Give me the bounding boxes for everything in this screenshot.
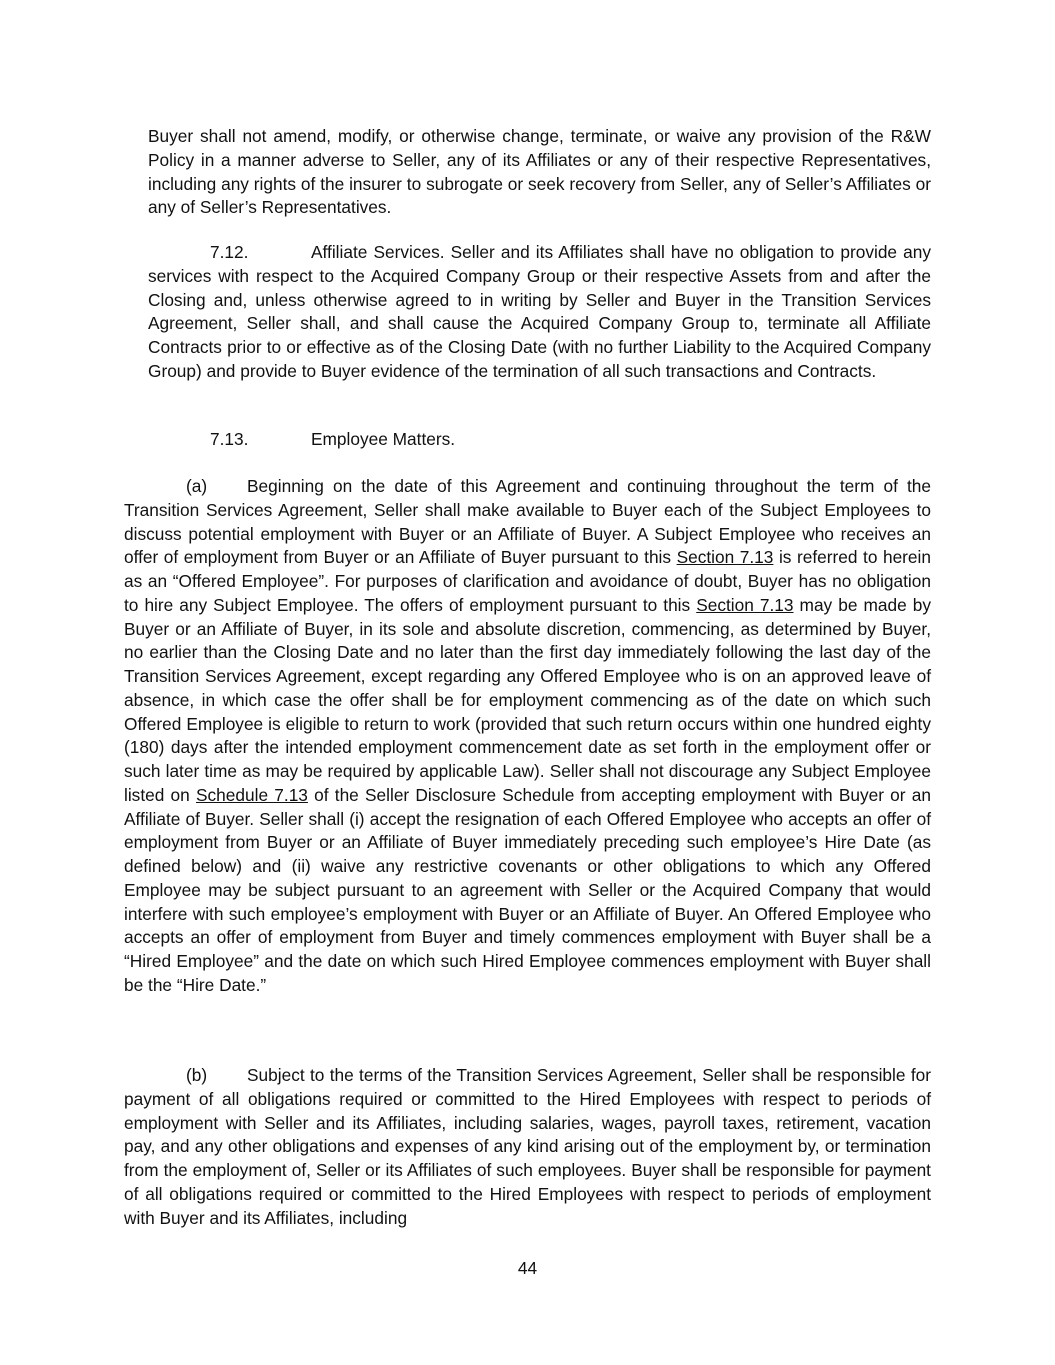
- section-reference: Section 7.13: [696, 594, 794, 615]
- paragraph-label: (a): [186, 476, 208, 496]
- paragraph-rw-policy: [148, 125, 931, 220]
- section-heading: Affiliate Services.: [311, 242, 445, 262]
- paragraph-text: Beginning on the date of this Agreement and continuing throughout the term of the Transition Services Agreement, Seller shall make available to Buyer each of the Subject Employees to discuss potential employment with Buyer or an Affiliate of Buyer. A Subject Employee who receives an offer of employment from Buyer or an Affiliate of Buyer pursuant to this: [124, 476, 931, 568]
- paragraph-text: of the Seller Disclosure Schedule from accepting employment with Buyer or an Affiliate of Buyer. Seller shall (i) accept the resignation of each Offered Employee who accepts an offer of employment from Buyer or an Affiliate of Buyer immediately preceding such employee’s Hire Date (as defined below) and (ii) waive any restrictive covenants or other obligations to which any Offered Employee may be subject pursuant to an agreement with Seller or the Acquired Company that would interfere with such employee’s employment with Buyer or an Affiliate of Buyer. An Offered Employee who accepts an offer of employment from Buyer and timely commences employment with Buyer shall be a “Hired Employee” and the date on which such Hired Employee commences employment with Buyer shall be the “Hire Date.”: [124, 784, 931, 995]
- paragraph-a: [124, 475, 931, 998]
- paragraph-b: [124, 1064, 931, 1230]
- paragraph-text: is referred to herein as an “Offered Employee”. For purposes of clarification and avoidance of doubt, Buyer has no obligation to hire any Subject Employee. The offers of employment pursuant to this: [124, 547, 931, 615]
- section-reference: Section 7.13: [676, 547, 774, 568]
- paragraph-text: Subject to the terms of the Transition Services Agreement, Seller shall be responsible for payment of all obligations required or committed to the Hired Employees with respect to periods of employment with Seller and its Affiliates, including salaries, wages, payroll taxes, retirement, vacation pay, and any other obligations and expenses of any kind arising out of the employment by, or termination from the employment of, Seller or its Affiliates of such employees. Buyer shall be responsible for payment of all obligations required or committed to the Hired Employees with respect to periods of employment with Buyer and its Affiliates, including: [124, 1065, 931, 1228]
- page-number: 44: [517, 1258, 538, 1278]
- section-heading: Employee Matters.: [311, 429, 456, 449]
- section-7-13: [148, 428, 931, 452]
- section-text: Seller and its Affiliates shall have no obligation to provide any services with respect to the Acquired Company Group or their respective Assets from and after the Closing and, unless otherwise agreed to in writing by Seller and Buyer in the Transition Services Agreement, Seller shall, and shall cause the Acquired Company Group to, terminate all Affiliate Contracts prior to or effective as of the Closing Date (with no further Liability to the Acquired Company Group) and provide to Buyer evidence of the termination of all such transactions and Contracts.: [148, 242, 931, 381]
- section-7-12: [148, 241, 931, 384]
- paragraph-text: Buyer shall not amend, modify, or otherwise change, terminate, or waive any provision of the R&W Policy in a manner adverse to Seller, any of its Affiliates or any of their respective Representatives, including any rights of the insurer to subrogate or seek recovery from Seller, any of Seller’s Affiliates or any of Seller’s Representatives.: [148, 126, 931, 218]
- paragraph-text: may be made by Buyer or an Affiliate of Buyer, in its sole and absolute discretion, commencing, as determined by Buyer, no earlier than the Closing Date and no later than the first day immediately following the last day of the Transition Services Agreement, except regarding any Offered Employee who is on an approved leave of absence, in which case the offer shall be for employment commencing as of the date on which such Offered Employee is eligible to return to work (provided that such return occurs within one hundred eighty (180) days after the intended employment commencement date as set forth in the employment offer or such later time as may be required by applicable Law). Seller shall not discourage any Subject Employee listed on: [124, 594, 931, 805]
- schedule-reference: Schedule 7.13: [196, 784, 308, 805]
- paragraph-label: (b): [186, 1065, 208, 1085]
- section-number: 7.12.: [210, 242, 249, 262]
- section-number: 7.13.: [210, 429, 249, 449]
